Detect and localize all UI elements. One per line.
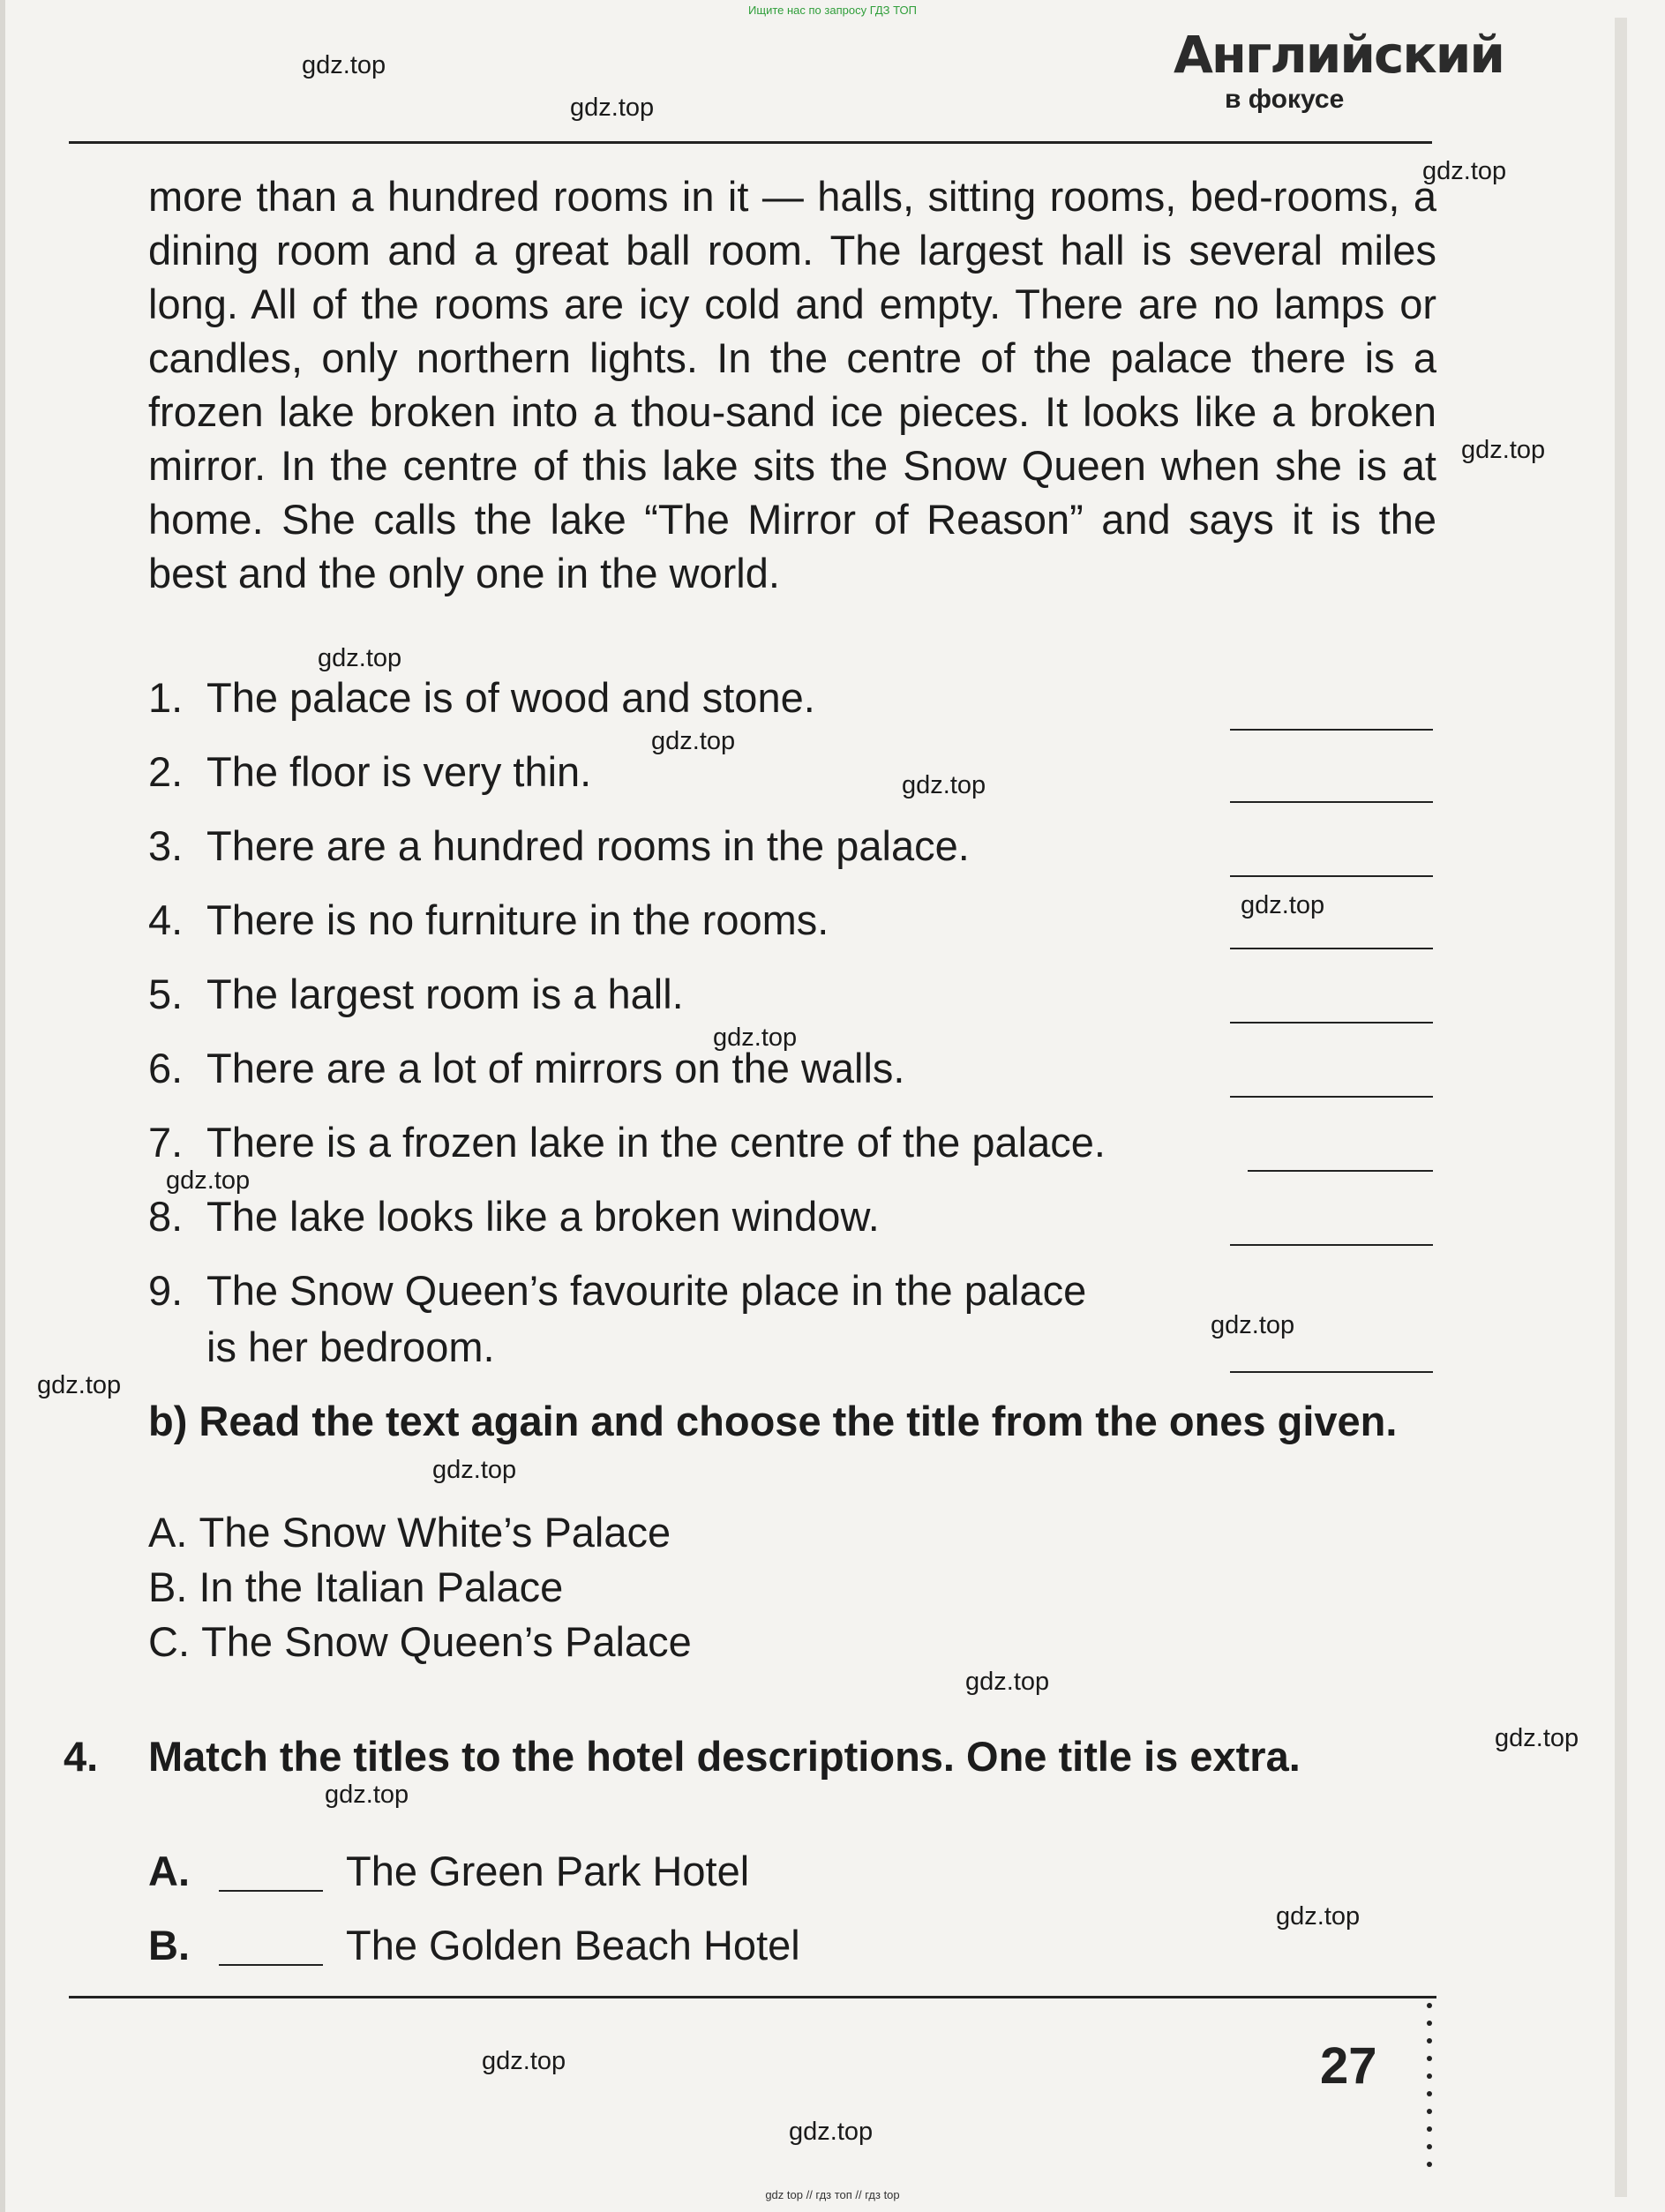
watermark: gdz.top xyxy=(789,2118,874,2146)
passage xyxy=(148,169,1436,600)
option-text: The Snow Queen’s Palace xyxy=(201,1618,692,1665)
margin-dots xyxy=(1427,2003,1434,2179)
page-number: 27 xyxy=(1320,2037,1377,2095)
answer-line-4[interactable] xyxy=(1230,948,1433,949)
statement-2 xyxy=(148,745,591,799)
option-text: The Snow White’s Palace xyxy=(199,1509,671,1556)
statement-text: The Snow Queen’s favourite place in the palace xyxy=(206,1267,1087,1314)
watermark: gdz.top xyxy=(325,1781,409,1809)
watermark: gdz.top xyxy=(713,1024,798,1052)
title-option-b[interactable] xyxy=(148,1560,563,1614)
part-b-instruction: b) Read the text again and choose the title from the ones given. xyxy=(148,1398,1398,1444)
statement-number: 1. xyxy=(148,674,184,721)
statement-7 xyxy=(148,1115,1106,1169)
top-banner[interactable]: Ищите нас по запросу ГДЗ ТОП xyxy=(748,4,917,17)
watermark: gdz.top xyxy=(1461,436,1546,464)
task-4-number: 4. xyxy=(64,1733,99,1780)
title-option-a[interactable] xyxy=(148,1505,671,1559)
statement-number: 4. xyxy=(148,896,184,943)
page-left-edge xyxy=(0,0,5,2212)
option-letter: C. xyxy=(148,1618,190,1665)
statement-8 xyxy=(148,1189,880,1243)
watermark: gdz.top xyxy=(902,771,986,799)
bottom-banner[interactable]: gdz top // гдз топ // гдз top xyxy=(765,2188,900,2201)
book-logo: Английский xyxy=(1174,25,1504,85)
watermark: gdz.top xyxy=(651,727,736,755)
header-rule xyxy=(69,141,1432,144)
answer-line-5[interactable] xyxy=(1230,1022,1433,1024)
watermark: gdz.top xyxy=(37,1371,122,1399)
statement-text: The floor is very thin. xyxy=(206,748,592,795)
hotel-answer-line-a[interactable] xyxy=(219,1890,323,1892)
statement-3 xyxy=(148,819,970,873)
watermark: gdz.top xyxy=(432,1456,517,1484)
option-letter: B. xyxy=(148,1563,188,1610)
statement-number: 7. xyxy=(148,1119,184,1166)
hotel-title-letter: B. xyxy=(148,1922,190,1968)
title-option-c[interactable] xyxy=(148,1615,692,1668)
statement-number: 5. xyxy=(148,971,184,1017)
statement-1 xyxy=(148,671,815,724)
statement-9 xyxy=(148,1263,1086,1317)
statement-number: 2. xyxy=(148,748,184,795)
answer-line-1[interactable] xyxy=(1230,729,1433,731)
hotel-title-a xyxy=(148,1844,190,1898)
statement-5 xyxy=(148,967,684,1021)
statement-number: 9. xyxy=(148,1267,184,1314)
answer-line-6[interactable] xyxy=(1230,1096,1433,1098)
hotel-title-letter: A. xyxy=(148,1848,190,1894)
answer-line-7[interactable] xyxy=(1248,1170,1433,1172)
watermark: gdz.top xyxy=(1211,1311,1295,1339)
passage-paragraph: more than a hundred rooms in it — halls, sitting rooms, bed-rooms, a dining room and a great ball room. The largest hall is several miles long. All of the rooms are icy cold and empty. There are no lamps or candles, only northern lights. In the centre of the palace there is a frozen lake broken into a thou-sand ice pieces. It looks like a broken mirror. In the centre of this lake sits the Snow Queen when she is at home. She calls the lake “The Mirror of Reason” and says it is the best and the only one in the world. xyxy=(148,173,1436,596)
statement-text: There are a hundred rooms in the palace. xyxy=(206,822,970,869)
answer-line-3[interactable] xyxy=(1230,875,1433,877)
watermark: gdz.top xyxy=(318,644,402,672)
watermark: gdz.top xyxy=(1495,1724,1579,1752)
hotel-answer-line-b[interactable] xyxy=(219,1964,323,1966)
watermark: gdz.top xyxy=(482,2047,566,2075)
watermark: gdz.top xyxy=(302,51,386,79)
answer-line-2[interactable] xyxy=(1230,801,1433,803)
watermark: gdz.top xyxy=(166,1166,251,1195)
watermark: gdz.top xyxy=(965,1668,1050,1696)
hotel-title-a-text: The Green Park Hotel xyxy=(346,1848,750,1894)
hotel-title-b xyxy=(148,1918,190,1972)
statement-text: The palace is of wood and stone. xyxy=(206,674,815,721)
answer-line-9[interactable] xyxy=(1230,1371,1433,1373)
statement-number: 3. xyxy=(148,822,184,869)
footer-rule xyxy=(69,1996,1436,1998)
watermark: gdz.top xyxy=(570,94,655,122)
option-text: In the Italian Palace xyxy=(199,1563,564,1610)
watermark: gdz.top xyxy=(1276,1902,1361,1931)
statement-4 xyxy=(148,893,829,947)
watermark: gdz.top xyxy=(1422,157,1507,185)
option-letter: A. xyxy=(148,1509,188,1556)
book-logo-subtitle: в фокусе xyxy=(1225,85,1345,114)
statement-number: 8. xyxy=(148,1193,184,1240)
statement-text: The largest room is a hall. xyxy=(206,971,684,1017)
hotel-title-b-text: The Golden Beach Hotel xyxy=(346,1922,800,1968)
watermark: gdz.top xyxy=(1241,891,1325,919)
task-4-instruction: Match the titles to the hotel descriptions. One title is extra. xyxy=(148,1733,1301,1780)
statement-text: The lake looks like a broken window. xyxy=(206,1193,880,1240)
statement-9-continued: is her bedroom. xyxy=(206,1323,495,1370)
answer-line-8[interactable] xyxy=(1230,1244,1433,1246)
statement-number: 6. xyxy=(148,1045,184,1091)
statement-text: There is no furniture in the rooms. xyxy=(206,896,829,943)
statement-text: There are a lot of mirrors on the walls. xyxy=(206,1045,905,1091)
statement-text: There is a frozen lake in the centre of the palace. xyxy=(206,1119,1106,1166)
page-right-edge xyxy=(1615,18,1627,2197)
